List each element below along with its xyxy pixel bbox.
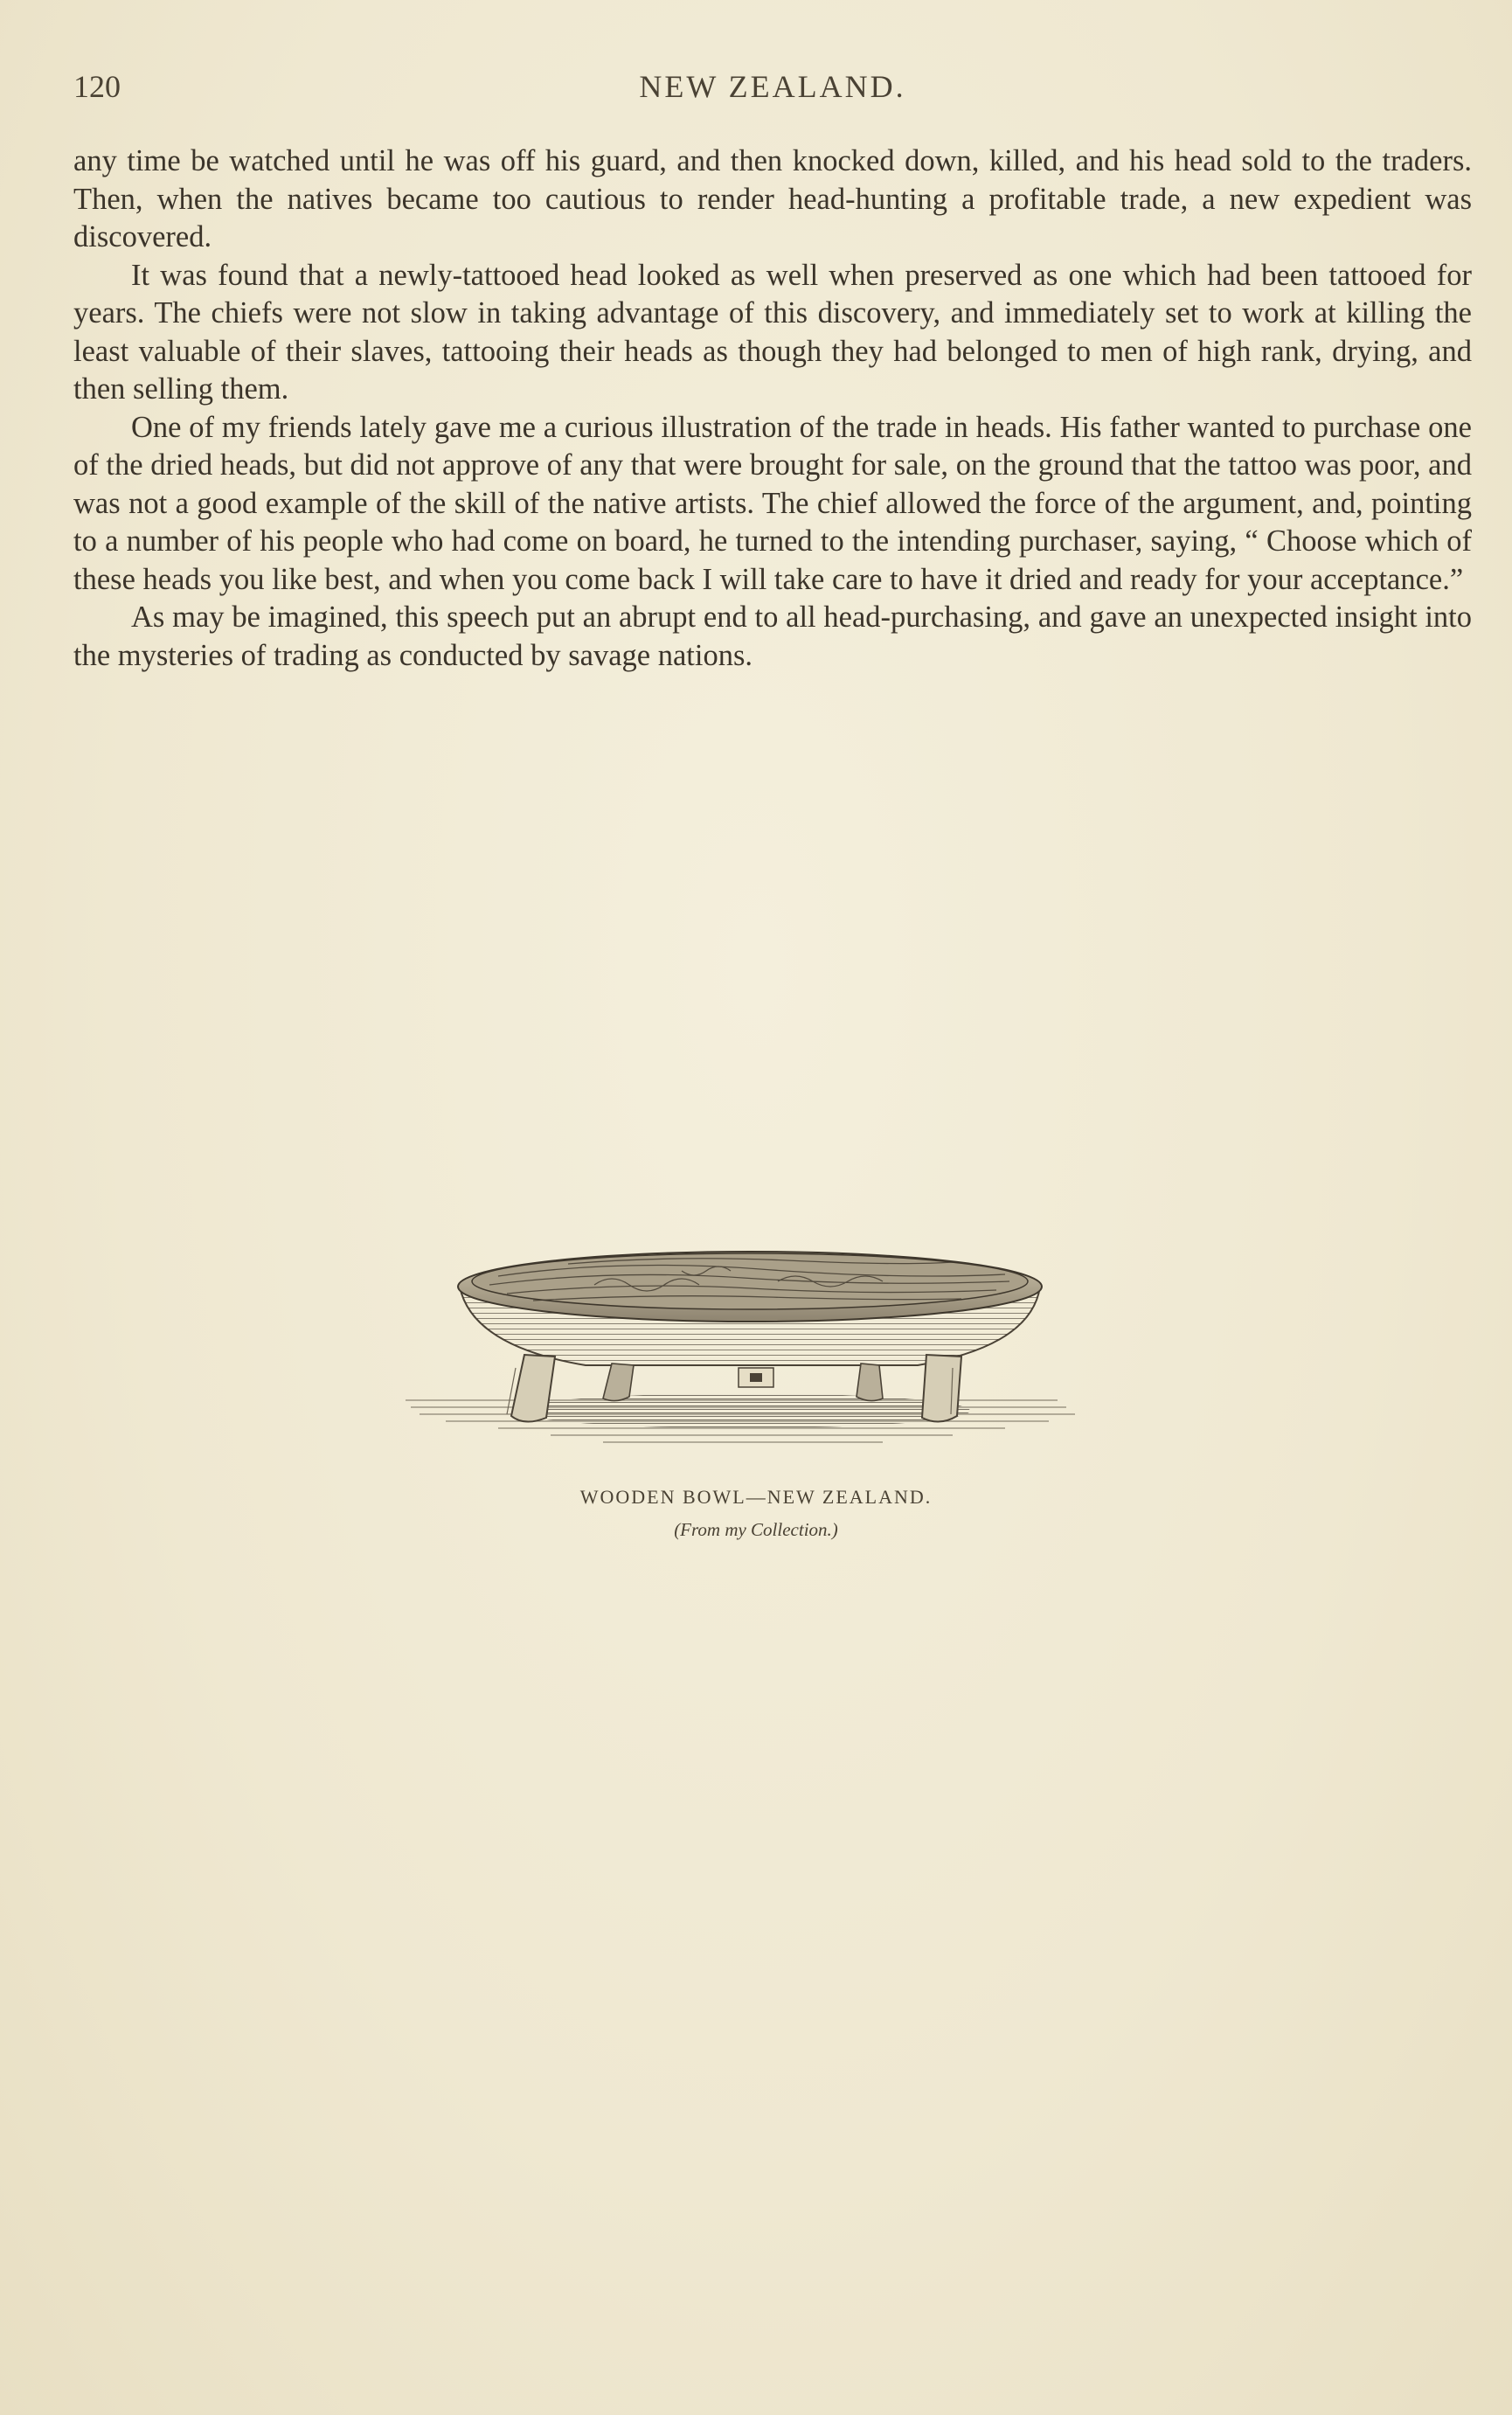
wooden-bowl-engraving <box>393 1224 1110 1495</box>
paragraph: As may be imagined, this speech put an abrupt end to all head-purchasing, and gave an unexpected insight into the mysteries of trading as conducted by savage nations. <box>73 600 1472 672</box>
paragraph: It was found that a newly-tattooed head looked as well when preserved as one which had been tattooed for years. The chiefs were not slow in taking advantage of this discovery, and immediately set to work at killing the least valuable of their slaves, tattooing their heads as though they had belonged to men of high rank, drying, and then selling them. <box>73 258 1472 406</box>
wooden-bowl-illustration <box>393 1224 1110 1495</box>
paragraph-continued: any time be watched until he was off his guard, and then knocked down, killed, and his head sold to the traders. Then, when the natives became too cautious to render head-hunting a profitable trade, a new expedient was discovered. <box>73 144 1472 253</box>
caption-title: WOODEN BOWL—NEW ZEALAND. <box>579 1486 933 1508</box>
body-text <box>73 142 1472 675</box>
caption-credit: (From my Collection.) <box>674 1519 838 1540</box>
running-title: NEW ZEALAND. <box>639 69 906 104</box>
figure-caption <box>0 1486 1512 1541</box>
page-number: 120 <box>73 69 121 104</box>
paragraph: One of my friends lately gave me a curious illustration of the trade in heads. His father wanted to purchase one of the dried heads, but did not approve of any that were brought for sale, on the ground that the tattoo was poor, and was not a good example of the skill of the native artists. The chief allowed the force of the argument, and, pointing to a number of his people who had come on board, he turned to the intending purchaser, saying, “ Choose which of these heads you like best, and when you come back I will take care to have it dried and ready for your acceptance.” <box>73 410 1472 596</box>
running-head <box>73 68 1472 112</box>
